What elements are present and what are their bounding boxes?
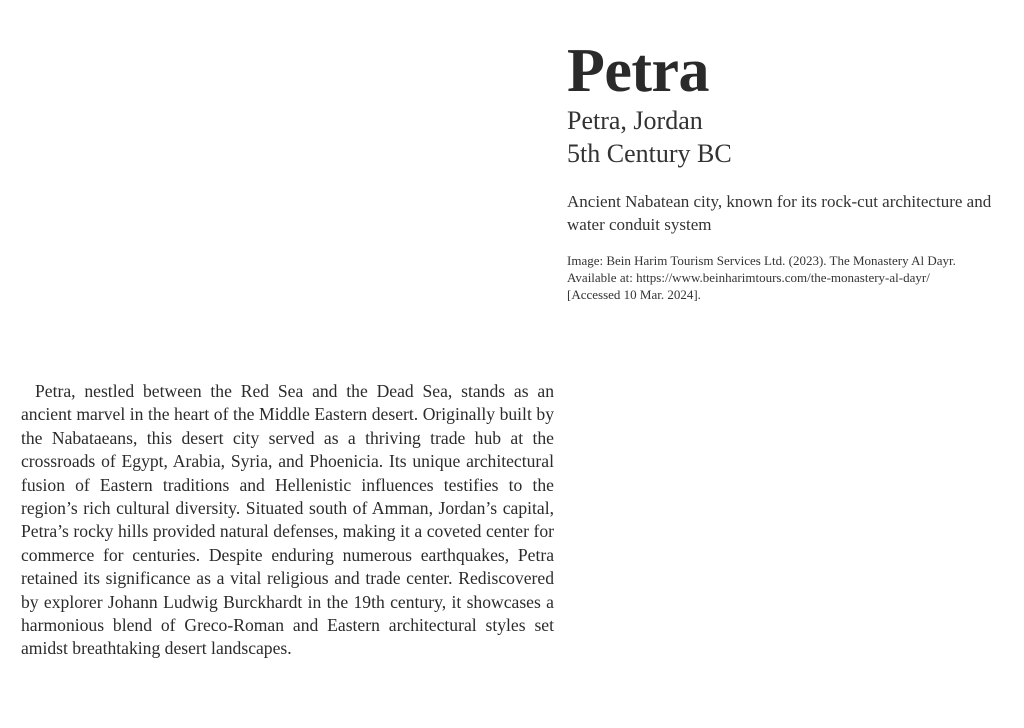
body-paragraph: Petra, nestled between the Red Sea and the Dead Sea, stands as an ancient marvel in the heart of the Middle Eastern desert. Originally built by the Nabataeans, this desert city served as a thriving trade hub at the crossroads of Egypt, Arabia, Syria, and Phoenicia. Its unique architectural fusion of Eastern traditions and Hellenistic influences testifies to the region’s rich cultural diversity. Situated south of Amman, Jordan’s capital, Petra’s rocky hills provided natural defenses, making it a coveted center for commerce for centuries. Despite enduring numerous earthquakes, Petra retained its significance as a vital religious and trade center. Rediscovered by explorer Johann Ludwig Burckhardt in the 19th century, it showcases a harmonious blend of Greco-Roman and Eastern architectural styles set amidst breathtaking desert landscapes. xyxy=(21,381,554,659)
image-credit-url: Available at: https://www.beinharimtours.com/the-monastery-al-dayr/ xyxy=(567,270,930,285)
image-credit-accessed: [Accessed 10 Mar. 2024]. xyxy=(567,287,701,302)
image-credit xyxy=(567,252,1007,303)
image-placeholder xyxy=(20,20,555,360)
site-summary: Ancient Nabatean city, known for its rock-cut architecture and water conduit system xyxy=(567,192,992,234)
site-info-panel xyxy=(567,38,1007,303)
site-title: Petra xyxy=(567,37,710,105)
site-era: 5th Century BC xyxy=(567,139,732,168)
image-credit-source: Image: Bein Harim Tourism Services Ltd. (2023). The Monastery Al Dayr. xyxy=(567,253,956,268)
site-location: Petra, Jordan xyxy=(567,106,703,135)
